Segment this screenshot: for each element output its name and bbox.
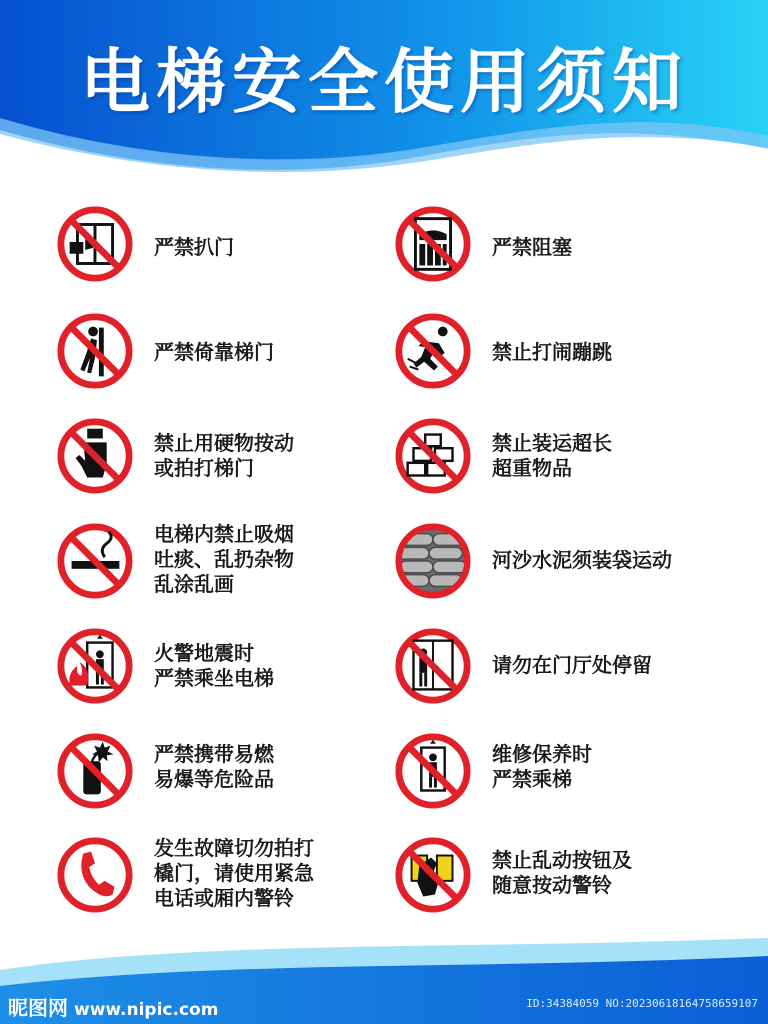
rule-line: 河沙水泥须装袋运动	[492, 548, 672, 572]
rule-line: 发生故障切勿拍打	[154, 836, 314, 860]
rule-line: 吐痰、乱扔杂物	[154, 547, 294, 571]
rule-text	[492, 653, 712, 678]
rule-line: 橇门，请使用紧急	[154, 861, 314, 885]
rule-line: 严禁倚靠梯门	[154, 340, 274, 364]
rule-press-buttons	[0, 836, 632, 941]
rule-overload	[0, 417, 612, 522]
rule-line: 严禁阻塞	[492, 235, 572, 259]
rule-loiter	[0, 627, 652, 732]
prohibit-maintenance-ride-icon	[394, 732, 472, 810]
brand-name: 昵图网	[8, 996, 68, 1020]
rule-line: 请勿在门厅处停留	[492, 653, 652, 677]
rule-text	[492, 235, 712, 260]
page-title: 电梯安全使用须知	[80, 41, 688, 123]
rule-text	[492, 742, 712, 792]
rule-line: 禁止装运超长	[492, 431, 612, 455]
rule-line: 维修保养时	[492, 742, 592, 766]
rule-line: 火警地震时	[154, 641, 254, 665]
rule-line: 易爆等危险品	[154, 767, 274, 791]
rule-line: 乱涂乱画	[154, 572, 234, 596]
rule-text	[492, 548, 712, 573]
rule-line: 严禁乘梯	[492, 767, 572, 791]
header-banner	[0, 0, 768, 185]
rule-line: 超重物品	[492, 456, 572, 480]
prohibit-press-buttons-icon	[394, 836, 472, 914]
prohibit-jump-icon	[394, 312, 472, 390]
rule-line: 电话或厢内警铃	[154, 886, 294, 910]
rule-line: 严禁携带易燃	[154, 742, 274, 766]
rule-line: 禁止乱动按钮及	[492, 848, 632, 872]
rule-text	[492, 340, 712, 365]
rule-text	[492, 431, 712, 481]
rule-maintenance-ride	[0, 732, 592, 837]
rule-line: 随意按动警铃	[492, 873, 612, 897]
prohibit-overload-icon	[394, 417, 472, 495]
rule-line: 严禁乘坐电梯	[154, 666, 274, 690]
brand-url: www.nipic.com	[74, 1000, 219, 1020]
prohibit-loiter-icon	[394, 627, 472, 705]
rule-line: 或拍打梯门	[154, 456, 254, 480]
rule-line: 禁止用硬物按动	[154, 431, 294, 455]
rule-jump	[0, 312, 612, 417]
rule-sand-bags	[0, 522, 672, 627]
brand-watermark	[8, 992, 218, 1021]
rule-line: 禁止打闹蹦跳	[492, 340, 612, 364]
sand-bags-icon	[394, 522, 472, 600]
image-id-text: ID:34384059 NO:20230618164758659107	[526, 997, 758, 1010]
prohibit-block-icon	[394, 205, 472, 283]
rule-line: 电梯内禁止吸烟	[154, 522, 294, 546]
rule-block	[0, 205, 572, 310]
rule-text	[492, 848, 712, 898]
rule-line: 严禁扒门	[154, 235, 234, 259]
